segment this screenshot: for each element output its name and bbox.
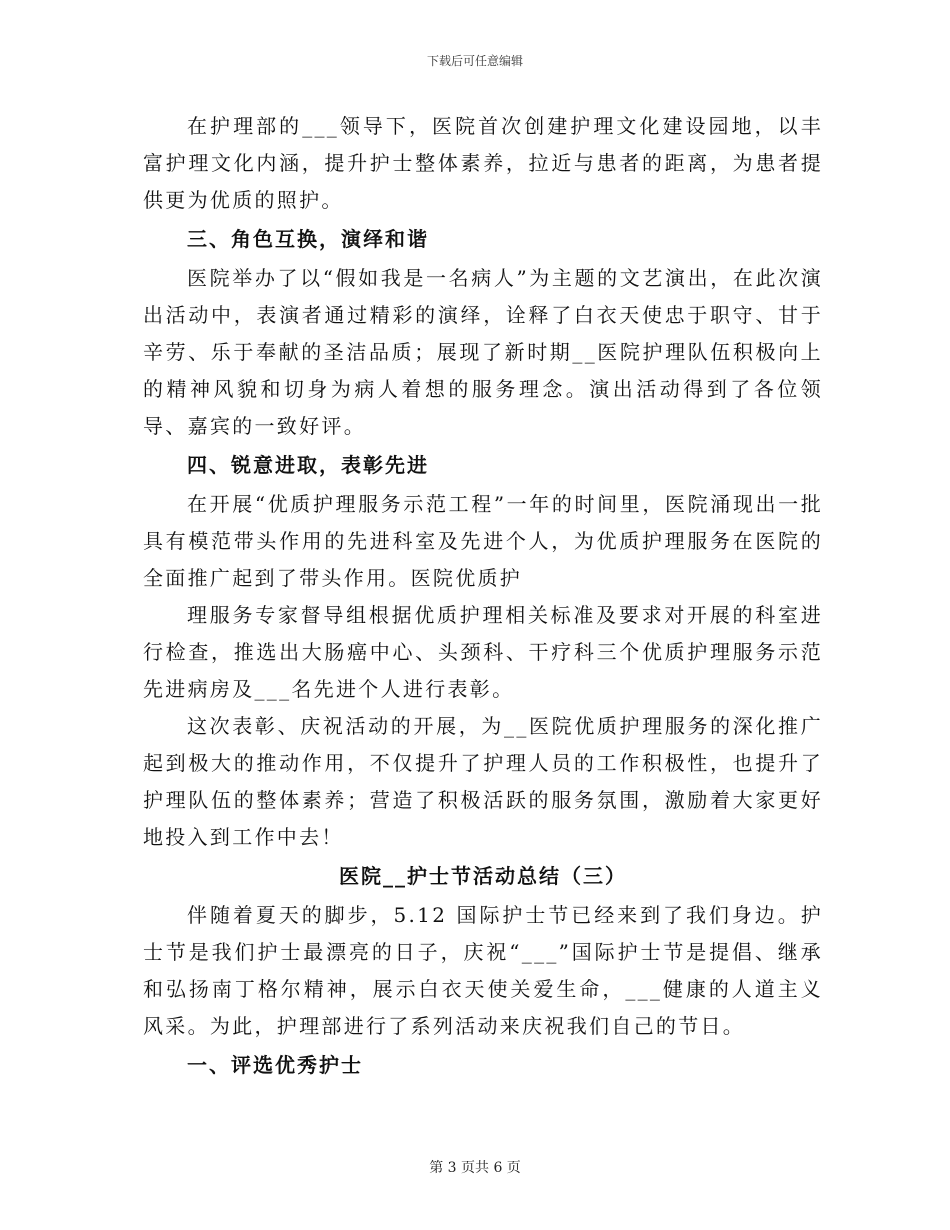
page-footer: 第 3 页共 6 页 bbox=[429, 1160, 521, 1176]
paragraph-culture-garden: 在护理部的___领导下，医院首次创建护理文化建设园地，以丰富护理文化内涵，提升护士整体素养，拉近与患者的距离，为患者提供更为优质的照护。 bbox=[143, 114, 823, 212]
document-body bbox=[143, 108, 823, 1086]
page-header: 下载后可任意编辑 bbox=[426, 54, 523, 68]
paragraph-performance: 医院举办了以“假如我是一名病人”为主题的文艺演出，在此次演出活动中，表演者通过精彩的演绎，诠释了白衣天使忠于职守、甘于辛劳、乐于奉献的圣洁品质；展现了新时期__医院护理队伍积极向上的精神风貌和切身为病人着想的服务理念。演出活动得到了各位领导、嘉宾的一致好评。 bbox=[143, 266, 823, 438]
paragraph-expert-review: 理服务专家督导组根据优质护理相关标准及要求对开展的科室进行检查，推选出大肠癌中心、头颈科、干疗科三个优质护理服务示范先进病房及___名先进个人进行表彰。 bbox=[143, 603, 823, 701]
section-heading-role-swap: 三、角色互换，演绎和谐 bbox=[187, 227, 429, 251]
paragraph-activity-impact: 这次表彰、庆祝活动的开展，为__医院优质护理服务的深化推广起到极大的推动作用，不仅提升了护理人员的工作积极性，也提升了护理队伍的整体素养；营造了积极活跃的服务氛围，激励着大家更好地投入到工作中去！ bbox=[143, 714, 823, 849]
section-heading-commendation: 四、锐意进取，表彰先进 bbox=[187, 453, 429, 477]
section-heading-select-nurses: 一、评选优秀护士 bbox=[187, 1053, 363, 1077]
paragraph-nurses-day: 伴随着夏天的脚步，5.12 国际护士节已经来到了我们身边。护士节是我们护士最漂亮的日子，庆祝“___”国际护士节是提倡、继承和弘扬南丁格尔精神，展示白衣天使关爱生命，___健康的人道主义风采。为此，护理部进行了系列活动来庆祝我们自己的节日。 bbox=[143, 903, 823, 1038]
document-title: 医院__护士节活动总结（三） bbox=[339, 864, 627, 888]
paragraph-model-project: 在开展“优质护理服务示范工程”一年的时间里，医院涌现出一批具有模范带头作用的先进科室及先进个人，为优质护理服务在医院的全面推广起到了带头作用。医院优质护 bbox=[143, 492, 823, 590]
